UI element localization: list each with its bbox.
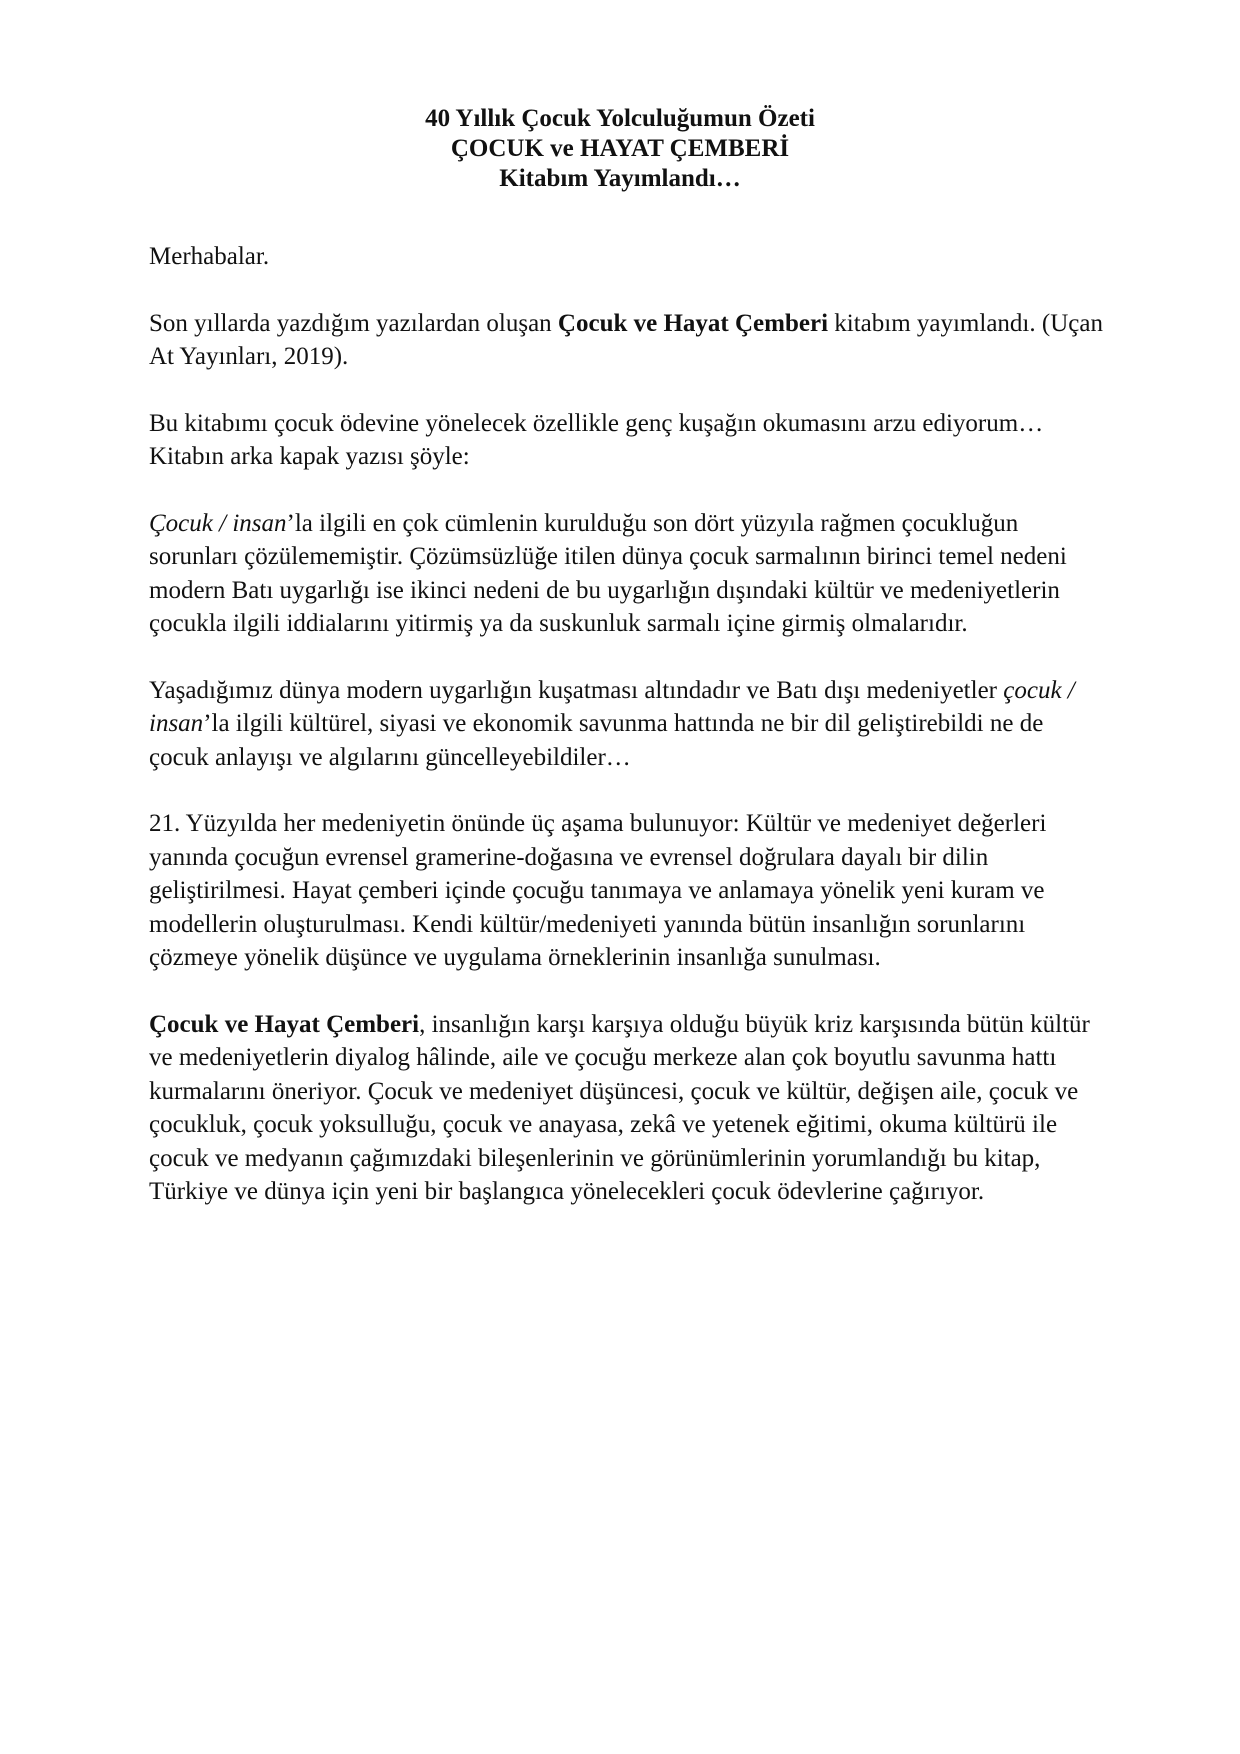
paragraph-4 [149,674,1109,775]
paragraph-5: 21. Yüzyılda her medeniyetin önünde üç aşama bulunuyor: Kültür ve medeniyet değerleri yanında çocuğun evrensel gramerine-doğasına ve evrensel doğrulara dayalı bir dilin geliştirilmesi. Hayat çemberi içinde çocuğu tanımaya ve anlamaya yönelik yeni kuram ve modellerin oluşturulması. Kendi kültür/medeniyeti yanında bütün insanlığın sorunlarını çözmeye yönelik düşünce ve uygulama örneklerinin insanlığa sunulması. [149,810,1047,971]
book-title-bold: Çocuk ve Hayat Çemberi [557,309,829,337]
title-line-3: Kitabım Yayımlandı… [499,165,741,192]
paragraph-4-text: Yaşadığımız dünya modern uygarlığın kuşatması altındadır ve Batı dışı medeniyetler [149,676,1004,704]
italic-term: çocuk / insan [149,676,1075,737]
paragraph-3-text: ’la ilgili en çok cümlenin kurulduğu son dört yüzyıla rağmen çocukluğun sorunları çözülememiştir. Çözümsüzlüğe itilen dünya çocuk sarmalının birinci temel nedeni modern Batı uygarlığı ise ikinci nedeni de bu uygarlığın dışındaki kültür ve medeniyetlerin çocukla ilgili iddialarını yitirmiş ya da suskunluk sarmalı içine girmiş olmalarıdır. [149,509,1067,637]
paragraph-1 [149,307,1109,374]
paragraph-6-text: , insanlığın karşı karşıya olduğu büyük kriz karşısında bütün kültür ve medeniyetlerin diyalog hâlinde, aile ve çocuğu merkeze alan çok boyutlu savunma hattı kurmalarını öneriyor. Çocuk ve medeniyet düşüncesi, çocuk ve kültür, değişen aile, çocuk ve çocukluk, çocuk yoksulluğu, çocuk ve anayasa, zekâ ve yetenek eğitimi, okuma kültürü ile çocuk ve medyanın çağımızdaki bileşenlerinin ve görünümlerinin yorumlandığı bu kitap, Türkiye ve dünya için yeni bir başlangıca yönelecekleri çocuk ödevlerine çağırıyor. [149,1010,1090,1205]
title-line-1: 40 Yıllık Çocuk Yolculuğumun Özeti [425,105,815,132]
book-title-bold: Çocuk ve Hayat Çemberi [149,1010,420,1038]
document-title [0,104,1240,194]
paragraph-1-text: Son yıllarda yazdığım yazılardan oluşan [149,309,558,337]
paragraph-6 [149,1008,1109,1209]
paragraph-1-text-end: kitabım yayımlandı. (Uçan At Yayınları, 2019). [149,309,1103,370]
title-line-2: ÇOCUK ve HAYAT ÇEMBERİ [450,135,790,162]
greeting: Merhabalar. [149,243,270,270]
paragraph-3 [149,507,1109,641]
italic-term: Çocuk / insan [149,509,287,537]
paragraph-4-text-end: ’la ilgili kültürel, siyasi ve ekonomik savunma hattında ne bir dil geliştirebildi ne de çocuk anlayışı ve algılarını güncelleyebildiler… [149,710,1044,771]
paragraph-2: Bu kitabımı çocuk ödevine yönelecek özellikle genç kuşağın okumasını arzu ediyorum… Kitabın arka kapak yazısı şöyle: [149,409,1044,470]
document-body [149,240,1109,1242]
